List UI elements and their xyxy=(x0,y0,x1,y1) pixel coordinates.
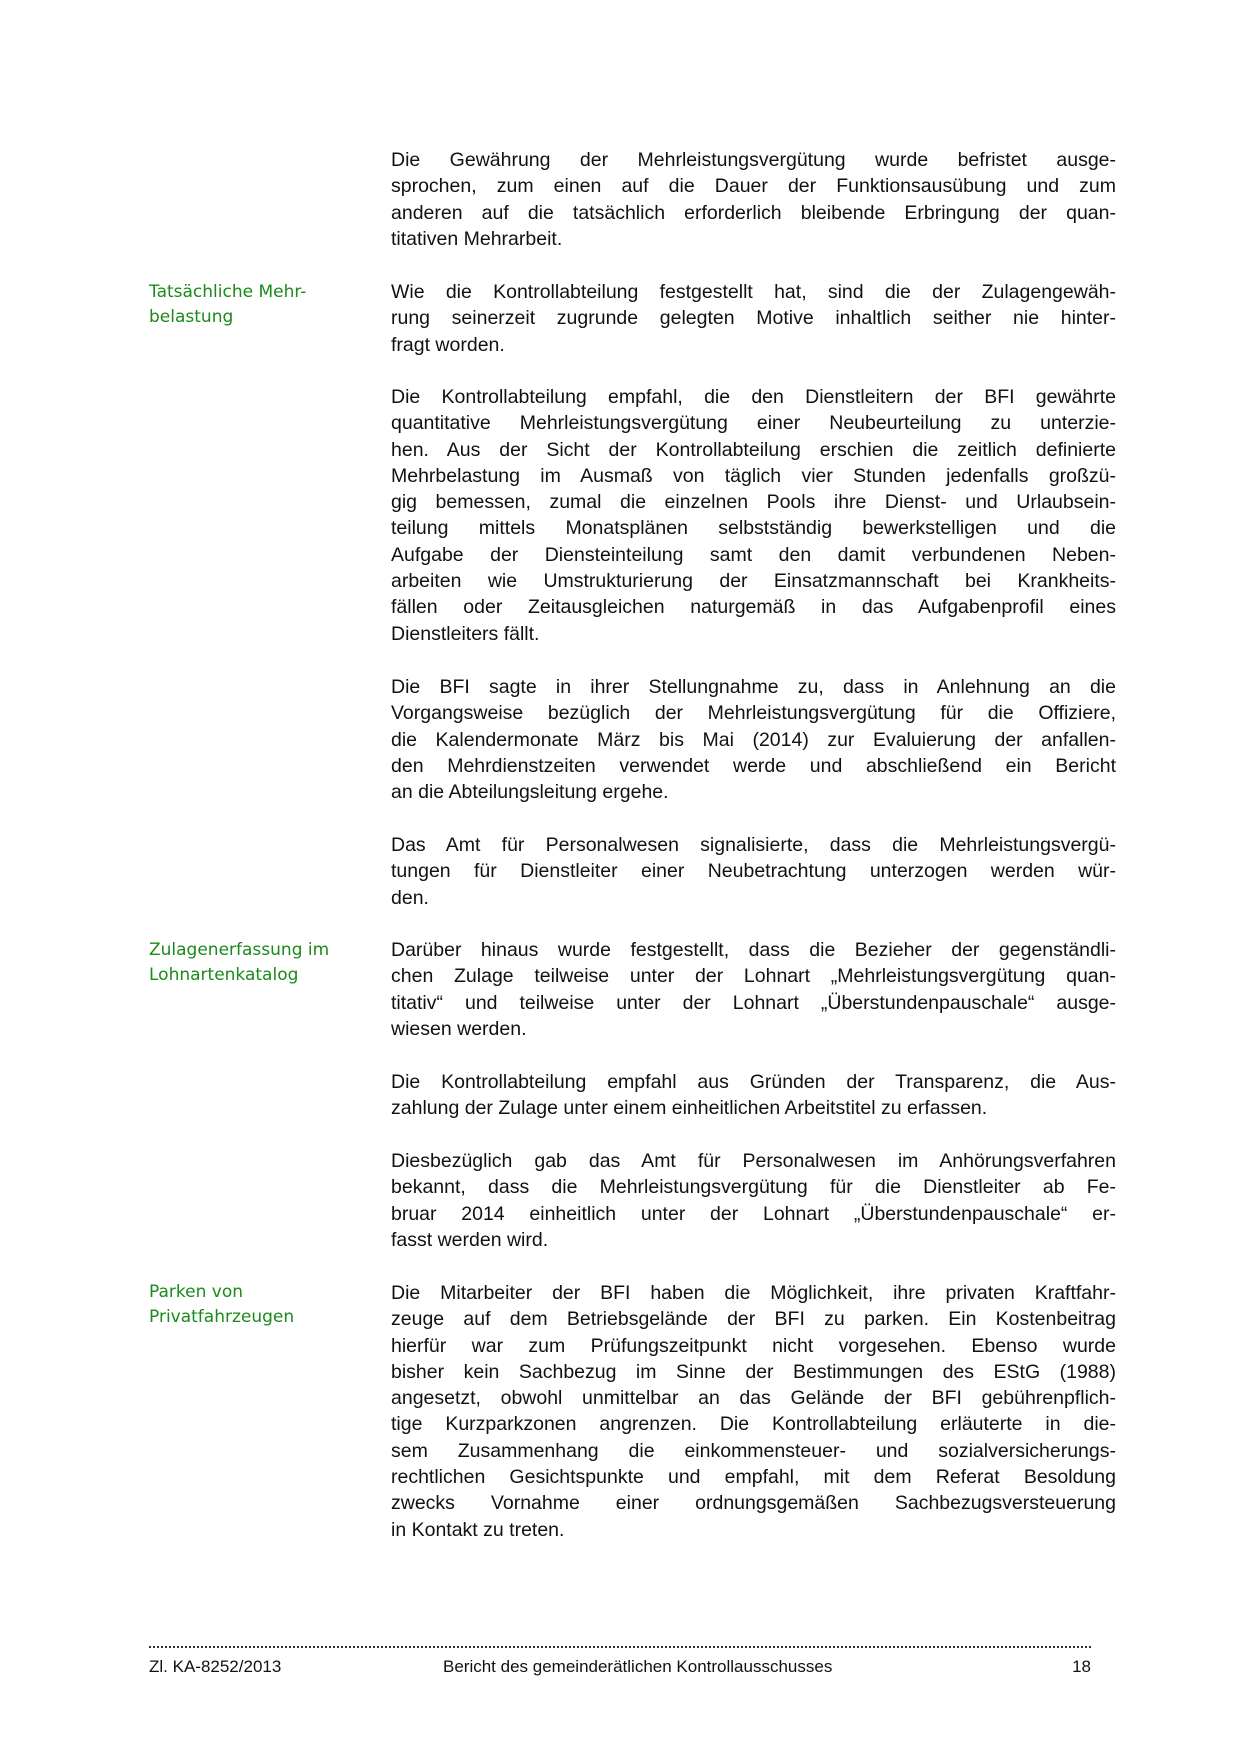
paragraph-line: bisher kein Sachbezug im Sinne der Bestimmungen des EStG (1988) xyxy=(391,1360,1116,1383)
paragraph-line: den Mehrdienstzeiten verwendet werde und abschließend ein Bericht xyxy=(391,754,1116,777)
paragraph-line: anderen auf die tatsächlich erforderlich bleibende Erbringung der quan- xyxy=(391,201,1116,224)
body-paragraph xyxy=(391,937,1116,1042)
body-paragraph xyxy=(391,279,1116,358)
paragraph-line: die Kalendermonate März bis Mai (2014) zur Evaluierung der anfallen- xyxy=(391,728,1116,751)
paragraph-line: fasst werden wird. xyxy=(391,1228,549,1251)
footer-reference: Zl. KA-8252/2013 xyxy=(149,1657,282,1676)
margin-heading xyxy=(149,1280,379,1330)
body-paragraph xyxy=(391,1069,1116,1122)
paragraph-line: Vorgangsweise bezüglich der Mehrleistungsvergütung für die Offiziere, xyxy=(391,702,1116,725)
margin-heading-line: Tatsächliche Mehr- xyxy=(149,282,307,302)
body-paragraph xyxy=(391,1280,1116,1543)
paragraph-line: an die Abteilungsleitung ergehe. xyxy=(391,781,669,804)
paragraph-line: fällen oder Zeitausgleichen naturgemäß in das Aufgabenprofil eines xyxy=(391,596,1116,619)
paragraph-line: Das Amt für Personalwesen signalisierte, dass die Mehrleistungsvergü- xyxy=(391,834,1116,856)
paragraph-line: hen. Aus der Sicht der Kontrollabteilung erschien die zeitlich definierte xyxy=(391,438,1116,461)
paragraph-line: Wie die Kontrollabteilung festgestellt hat, sind die der Zulagengewäh- xyxy=(391,281,1116,303)
margin-heading-line: belastung xyxy=(149,307,234,327)
footer-divider xyxy=(149,1646,1091,1648)
paragraph-line: Die Kontrollabteilung empfahl, die den Dienstleitern der BFI gewährte xyxy=(391,386,1116,408)
paragraph-line: Die Gewährung der Mehrleistungsvergütung wurde befristet ausge- xyxy=(391,149,1116,171)
paragraph-line: sprochen, zum einen auf die Dauer der Funktionsausübung und zum xyxy=(391,175,1116,198)
margin-heading xyxy=(149,938,379,988)
margin-heading-line: Parken von xyxy=(149,1282,244,1302)
paragraph-line: zahlung der Zulage unter einem einheitlichen Arbeitstitel zu erfassen. xyxy=(391,1097,988,1120)
paragraph-line: Mehrbelastung im Ausmaß von täglich vier Stunden jedenfalls großzü- xyxy=(391,464,1116,487)
paragraph-line: fragt worden. xyxy=(391,333,505,356)
paragraph-line: sem Zusammenhang die einkommensteuer- und sozialversicherungs- xyxy=(391,1439,1116,1462)
paragraph-line: chen Zulage teilweise unter der Lohnart „Mehrleistungsvergütung quan- xyxy=(391,965,1116,988)
paragraph-line: rung seinerzeit zugrunde gelegten Motive inhaltlich seither nie hinter- xyxy=(391,307,1116,330)
page-number: 18 xyxy=(1072,1657,1091,1676)
paragraph-line: rechtlichen Gesichtspunkte und empfahl, mit dem Referat Besoldung xyxy=(391,1466,1116,1489)
paragraph-line: bruar 2014 einheitlich unter der Lohnart „Überstundenpauschale“ er- xyxy=(391,1202,1116,1225)
paragraph-line: Die Mitarbeiter der BFI haben die Möglichkeit, ihre privaten Kraftfahr- xyxy=(391,1282,1116,1304)
paragraph-line: wiesen werden. xyxy=(391,1017,527,1040)
body-paragraph xyxy=(391,832,1116,911)
paragraph-line: Diesbezüglich gab das Amt für Personalwesen im Anhörungsverfahren xyxy=(391,1150,1116,1172)
paragraph-line: titativen Mehrarbeit. xyxy=(391,227,563,250)
footer-title: Bericht des gemeinderätlichen Kontrollausschusses xyxy=(443,1657,833,1676)
paragraph-line: angesetzt, obwohl unmittelbar an das Gelände der BFI gebührenpflich- xyxy=(391,1387,1116,1410)
body-paragraph xyxy=(391,674,1116,805)
body-paragraph xyxy=(391,147,1116,252)
paragraph-line: teilung mittels Monatsplänen selbstständig bewerkstelligen und die xyxy=(391,517,1116,540)
paragraph-line: zwecks Vornahme einer ordnungsgemäßen Sachbezugsversteuerung xyxy=(391,1492,1116,1515)
paragraph-line: Aufgabe der Diensteinteilung samt den damit verbundenen Neben- xyxy=(391,543,1116,566)
margin-heading xyxy=(149,280,379,330)
paragraph-line: quantitative Mehrleistungsvergütung einer Neubeurteilung zu unterzie- xyxy=(391,412,1116,435)
body-paragraph xyxy=(391,384,1116,647)
paragraph-line: zeuge auf dem Betriebsgelände der BFI zu parken. Ein Kostenbeitrag xyxy=(391,1308,1116,1331)
paragraph-line: hierfür war zum Prüfungszeitpunkt nicht vorgesehen. Ebenso wurde xyxy=(391,1334,1116,1357)
margin-heading-line: Zulagenerfassung im xyxy=(149,940,330,960)
paragraph-line: titativ“ und teilweise unter der Lohnart „Überstundenpauschale“ ausge- xyxy=(391,991,1116,1014)
paragraph-line: Dienstleiters fällt. xyxy=(391,622,540,645)
paragraph-line: tungen für Dienstleiter einer Neubetrachtung unterzogen werden wür- xyxy=(391,860,1116,883)
paragraph-line: tige Kurzparkzonen angrenzen. Die Kontrollabteilung erläuterte in die- xyxy=(391,1413,1116,1436)
paragraph-line: gig bemessen, zumal die einzelnen Pools ihre Dienst- und Urlaubsein- xyxy=(391,491,1116,514)
paragraph-line: den. xyxy=(391,886,429,909)
paragraph-line: in Kontakt zu treten. xyxy=(391,1518,565,1541)
body-paragraph xyxy=(391,1148,1116,1253)
margin-heading-line: Privatfahrzeugen xyxy=(149,1307,295,1327)
paragraph-line: Die BFI sagte in ihrer Stellungnahme zu, dass in Anlehnung an die xyxy=(391,676,1116,698)
paragraph-line: Die Kontrollabteilung empfahl aus Gründen der Transparenz, die Aus- xyxy=(391,1071,1116,1093)
margin-heading-line: Lohnartenkatalog xyxy=(149,965,299,985)
paragraph-line: Darüber hinaus wurde festgestellt, dass die Bezieher der gegenständli- xyxy=(391,939,1116,961)
paragraph-line: arbeiten wie Umstrukturierung der Einsatzmannschaft bei Krankheits- xyxy=(391,570,1116,593)
paragraph-line: bekannt, dass die Mehrleistungsvergütung für die Dienstleiter ab Fe- xyxy=(391,1176,1116,1199)
